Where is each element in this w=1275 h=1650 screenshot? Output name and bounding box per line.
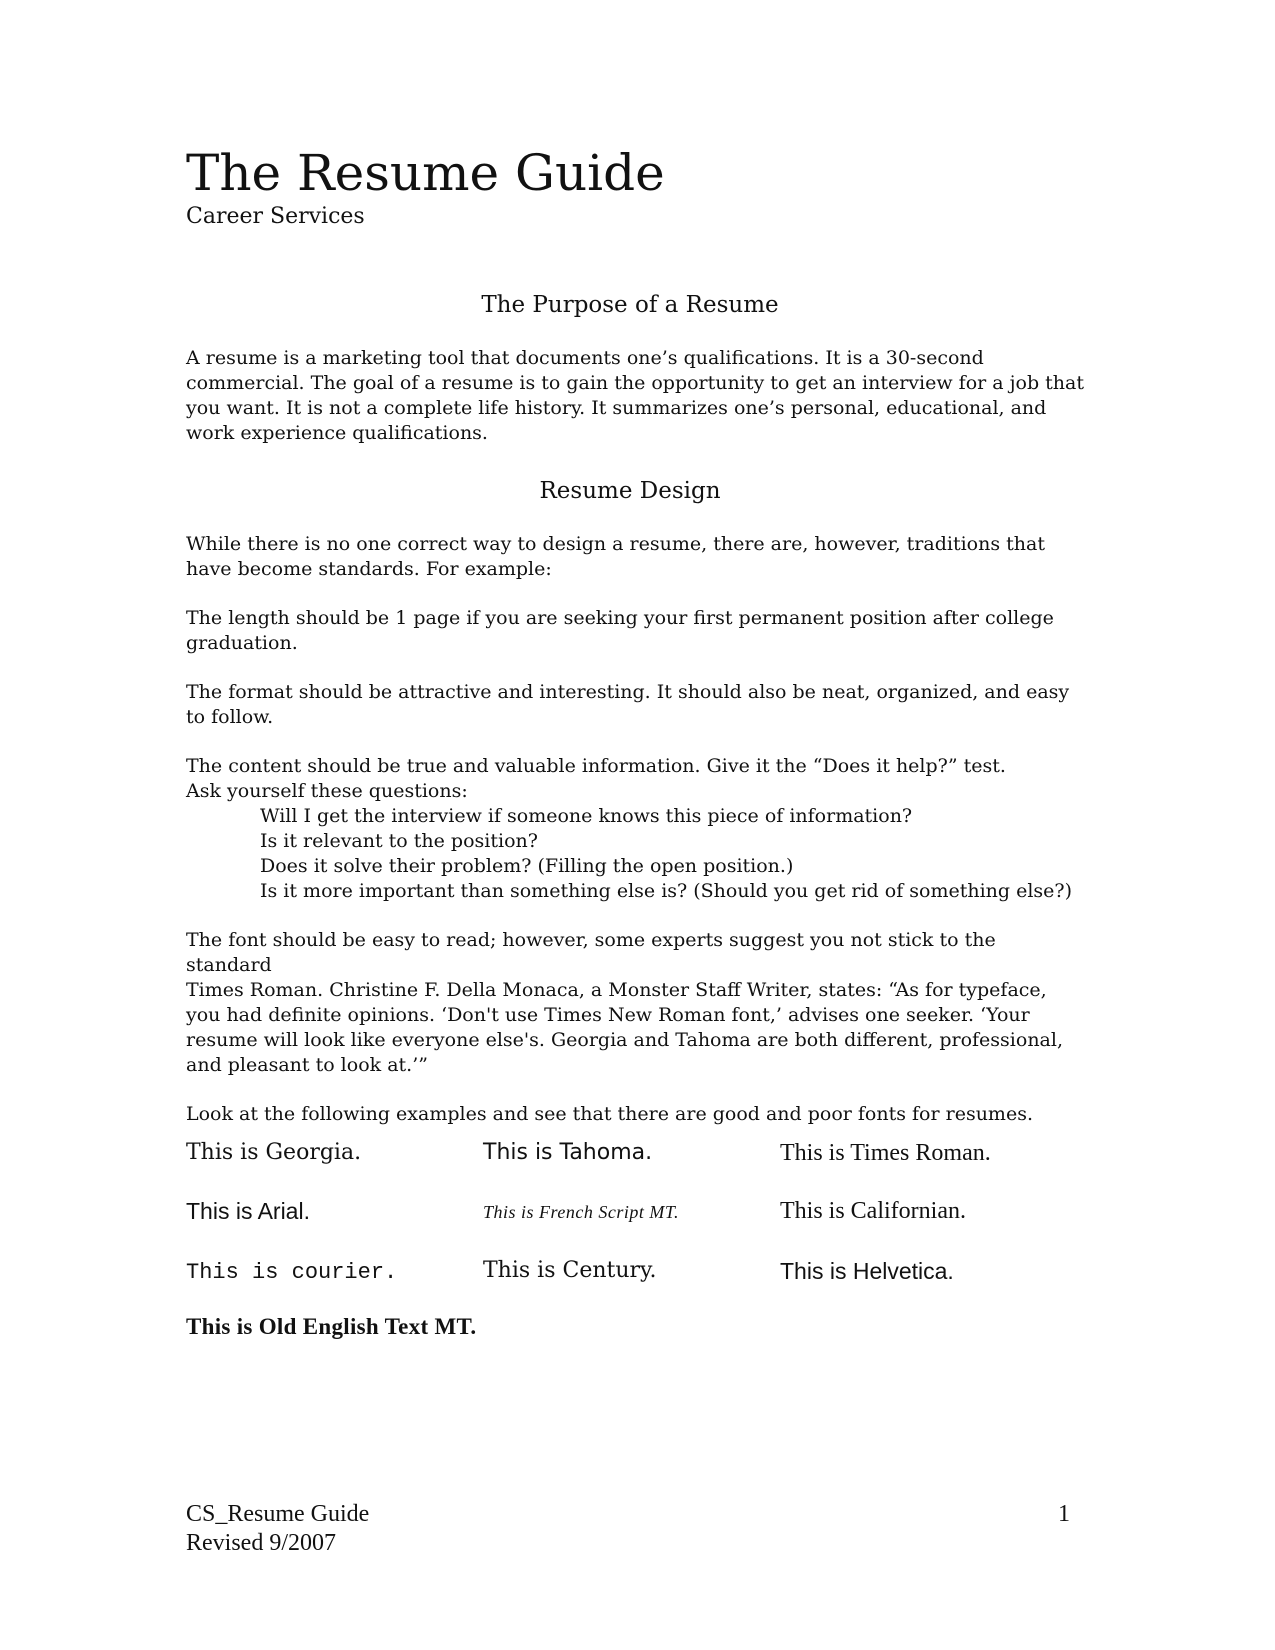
page-number: 1 <box>1058 1501 1070 1527</box>
content-line: The content should be true and valuable information. Give it the “Does it help?” test. <box>186 754 1006 777</box>
font-row <box>186 1314 1086 1372</box>
font-example-helvetica: This is Helvetica. <box>780 1258 954 1284</box>
design-heading: Resume Design <box>539 477 721 504</box>
font-example-georgia: This is Georgia. <box>186 1140 362 1165</box>
purpose-line: work experience qualifications. <box>186 421 488 444</box>
font-row <box>186 1256 1086 1314</box>
design-intro-paragraph <box>186 532 1086 582</box>
font-example-tahoma: This is Tahoma. <box>483 1140 653 1165</box>
content-line: Ask yourself these questions: <box>186 779 468 802</box>
format-line: to follow. <box>186 705 274 728</box>
length-line: The length should be 1 page if you are seeking your first permanent position after college <box>186 606 1054 629</box>
purpose-line: you want. It is not a complete life history. It summarizes one’s personal, educational, and <box>186 396 1047 419</box>
examples-intro-paragraph <box>186 1102 1086 1127</box>
font-line: The font should be easy to read; however, some experts suggest you not stick to the standard <box>186 928 996 976</box>
examples-intro-line: Look at the following examples and see that there are good and poor fonts for resumes. <box>186 1102 1033 1125</box>
font-example-century: This is Century. <box>483 1258 657 1283</box>
purpose-heading: The Purpose of a Resume <box>481 291 779 318</box>
design-intro-line: have become standards. For example: <box>186 557 552 580</box>
document-title: The Resume Guide <box>186 144 665 202</box>
font-line: you had definite opinions. ‘Don't use Times New Roman font,’ advises one seeker. ‘Your <box>186 1003 1030 1026</box>
question-item: Is it relevant to the position? <box>260 829 538 852</box>
font-row <box>186 1140 1086 1198</box>
font-row <box>186 1198 1086 1256</box>
question-item: Is it more important than something else is? (Should you get rid of something else?) <box>260 879 1073 902</box>
font-example-courier: This is courier. <box>186 1260 398 1285</box>
font-paragraph <box>186 928 1086 1078</box>
length-line: graduation. <box>186 631 298 654</box>
footer-left <box>186 1500 369 1558</box>
font-example-times: This is Times Roman. <box>780 1140 991 1166</box>
footer-revised: Revised 9/2007 <box>186 1530 336 1556</box>
purpose-line: A resume is a marketing tool that documents one’s qualifications. It is a 30-second <box>186 346 984 369</box>
font-example-french-script: This is French Script MT. <box>483 1202 679 1222</box>
design-intro-line: While there is no one correct way to design a resume, there are, however, traditions that <box>186 532 1045 555</box>
document-subtitle: Career Services <box>186 204 365 229</box>
document-body <box>186 146 1086 1127</box>
question-item: Will I get the interview if someone knows this piece of information? <box>260 804 913 827</box>
font-example-old-english: This is Old English Text MT. <box>186 1314 477 1339</box>
format-paragraph <box>186 680 1086 730</box>
font-line: resume will look like everyone else's. Georgia and Tahoma are both different, professional, <box>186 1028 1063 1051</box>
purpose-line: commercial. The goal of a resume is to gain the opportunity to get an interview for a job that <box>186 371 1084 394</box>
footer-doc-name: CS_Resume Guide <box>186 1501 370 1527</box>
font-line: Times Roman. Christine F. Della Monaca, a Monster Staff Writer, states: “As for typeface, <box>186 978 1047 1001</box>
purpose-paragraph <box>186 346 1086 446</box>
font-examples-grid <box>186 1140 1086 1372</box>
font-line: and pleasant to look at.’” <box>186 1053 428 1076</box>
format-line: The format should be attractive and interesting. It should also be neat, organized, and easy <box>186 680 1070 703</box>
font-example-californian: This is Californian. <box>780 1198 966 1224</box>
content-paragraph <box>186 754 1086 904</box>
length-paragraph <box>186 606 1086 656</box>
font-example-arial: This is Arial. <box>186 1198 310 1224</box>
question-item: Does it solve their problem? (Filling the open position.) <box>260 854 794 877</box>
